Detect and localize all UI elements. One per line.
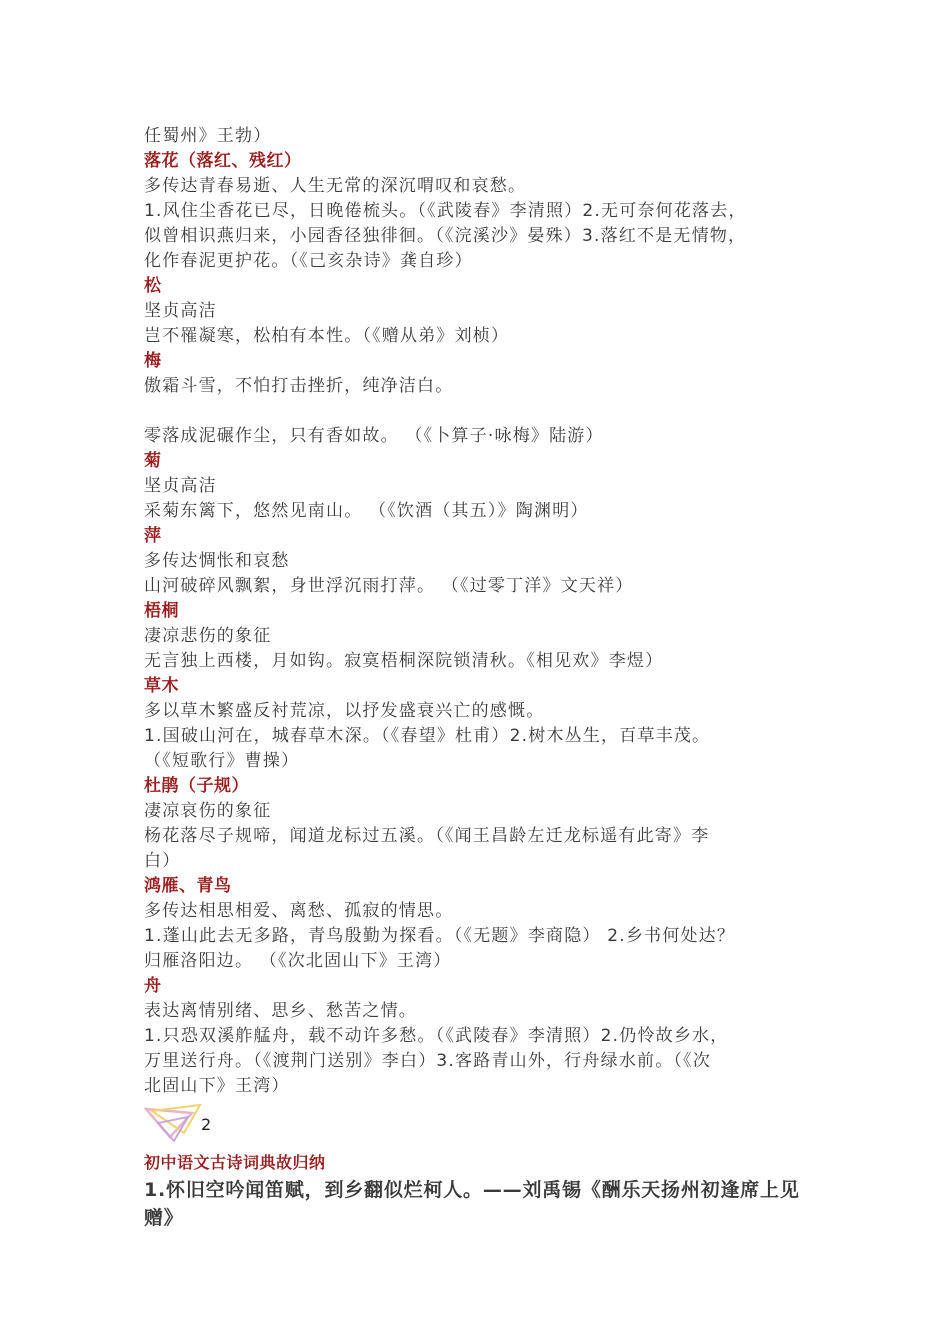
imagery-heading: 舟 xyxy=(144,976,162,996)
text-line: 表达离情别绪、思乡、愁苦之情。 xyxy=(144,1001,417,1021)
imagery-heading: 菊 xyxy=(144,451,162,471)
text-line: 采菊东篱下，悠然见南山。 （《饮酒（其五）》陶渊明） xyxy=(144,501,589,521)
text-line: 化作春泥更护花。（《己亥杂诗》龚自珍） xyxy=(144,251,473,271)
text-line: 北固山下》王湾） xyxy=(144,1076,290,1096)
text-line: 坚贞高洁 xyxy=(144,476,217,496)
text-line: 1.风住尘香花已尽，日晚倦梳头。（《武陵春》李清照）2.无可奈何花落去， xyxy=(144,201,747,221)
section-title: 初中语文古诗词典故归纳 xyxy=(144,1153,326,1172)
text-line: 坚贞高洁 xyxy=(144,301,217,321)
text-line: 杨花落尽子规啼，闻道龙标过五溪。（《闻王昌龄左迁龙标遥有此寄》李 xyxy=(144,826,710,846)
text-line: 似曾相识燕归来，小园香径独徘徊。（《浣溪沙》晏殊）3.落红不是无情物， xyxy=(144,226,747,246)
allusion-item-line: 赠》 xyxy=(144,1207,184,1229)
imagery-heading: 鸿雁、青鸟 xyxy=(144,876,232,896)
text-line: 零落成泥碾作尘，只有香如故。 （《卜算子·咏梅》陆游） xyxy=(144,426,604,446)
document-page xyxy=(144,124,814,1231)
text-line: 凄凉悲伤的象征 xyxy=(144,626,272,646)
text-line: 凄凉哀伤的象征 xyxy=(144,801,272,821)
imagery-heading: 落花（落红、残红） xyxy=(144,151,302,171)
imagery-heading: 松 xyxy=(144,276,162,296)
blank-line xyxy=(144,399,814,424)
document-body xyxy=(144,124,814,1099)
allusion-item-line: 1.怀旧空吟闻笛赋，到乡翻似烂柯人。——刘禹锡《酬乐天扬州初逢席上见 xyxy=(144,1179,800,1201)
text-line: 多传达相思相爱、离愁、孤寂的情思。 xyxy=(144,901,454,921)
text-line: 白） xyxy=(144,851,181,871)
text-line: 多传达惆怅和哀愁 xyxy=(144,551,290,571)
imagery-heading: 梧桐 xyxy=(144,601,179,621)
imagery-heading: 草木 xyxy=(144,676,179,696)
text-line: 岂不罹凝寒，松柏有本性。（《赠从弟》刘桢） xyxy=(144,326,510,346)
page-footer xyxy=(144,1101,814,1143)
text-line: 多传达青春易逝、人生无常的深沉喟叹和哀愁。 xyxy=(144,176,527,196)
page-number: 2 xyxy=(201,1115,212,1134)
text-line: 归雁洛阳边。 （《次北固山下》王湾） xyxy=(144,951,452,971)
text-line: （《短歌行》曹操） xyxy=(144,751,300,771)
text-line: 1.蓬山此去无多路，青鸟殷勤为探看。（《无题》李商隐） 2.乡书何处达？ xyxy=(144,926,736,946)
text-line: 1.只恐双溪舴艋舟，载不动许多愁。（《武陵春》李清照）2.仍怜故乡水， xyxy=(144,1026,729,1046)
imagery-heading: 萍 xyxy=(144,526,162,546)
text-line: 任蜀州》王勃） xyxy=(144,126,272,146)
text-line: 万里送行舟。（《渡荆门送别》李白）3.客路青山外，行舟绿水前。（《次 xyxy=(144,1051,712,1071)
text-line: 傲霜斗雪，不怕打击挫折，纯净洁白。 xyxy=(144,376,454,396)
text-line: 山河破碎风飘絮，身世浮沉雨打萍。 （《过零丁洋》文天祥） xyxy=(144,576,634,596)
imagery-heading: 杜鹃（子规） xyxy=(144,776,249,796)
text-line: 无言独上西楼，月如钩。寂寞梧桐深院锁清秋。《相见欢》李煜） xyxy=(144,651,664,671)
text-line: 多以草木繁盛反衬荒凉，以抒发盛衰兴亡的感慨。 xyxy=(144,701,545,721)
text-line: 1.国破山河在，城春草木深。（《春望》杜甫）2.树木丛生，百草丰茂。 xyxy=(144,726,711,746)
triangle-logo-icon xyxy=(144,1103,204,1143)
imagery-heading: 梅 xyxy=(144,351,162,371)
